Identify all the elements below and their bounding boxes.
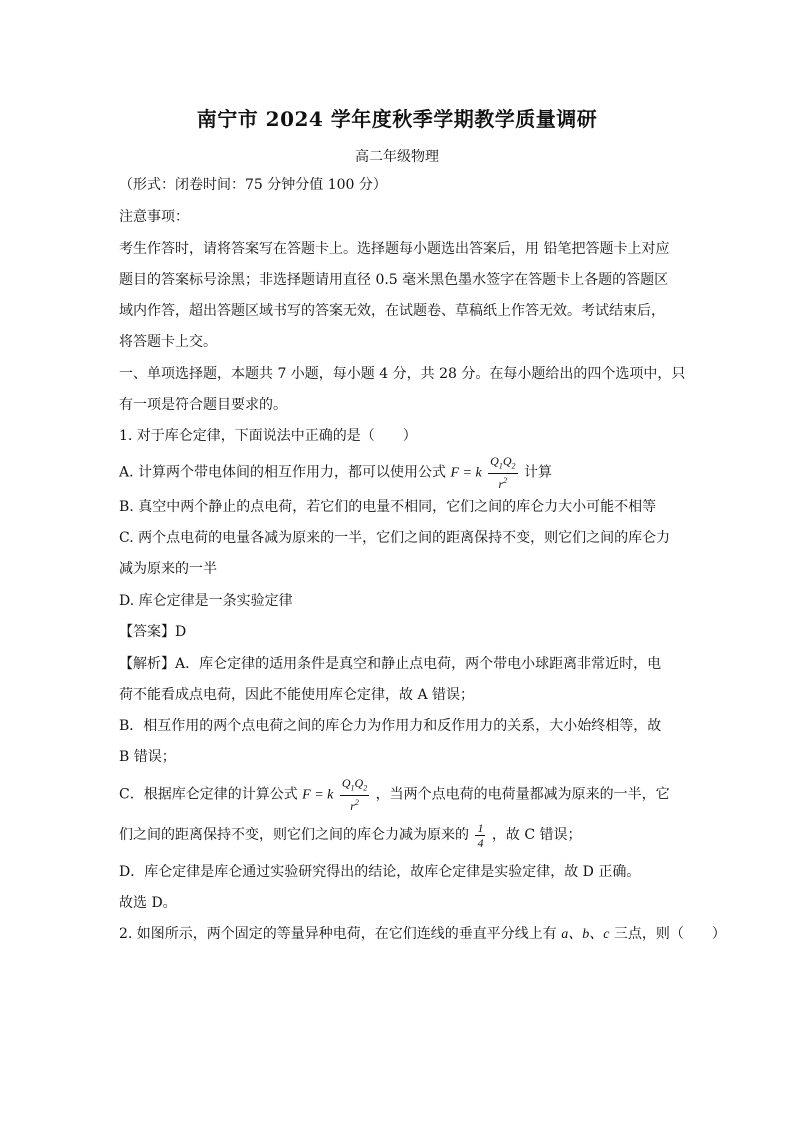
formula-sup2: 2 (503, 476, 508, 486)
formula-q2: Q (502, 454, 512, 468)
analysis-line: 【解析】A．库仑定律的适用条件是真空和静止点电荷，两个带电小球距离非常近时，电 (119, 656, 662, 672)
answer-label: 【答案】D (119, 624, 187, 640)
analysis-tail: ，故 C 错误； (491, 827, 582, 843)
question-1-option-a (119, 454, 679, 491)
quarter-denominator: 4 (477, 835, 484, 850)
notice-line: 将答题卡上交。 (119, 334, 217, 350)
formula-numerator (340, 776, 369, 796)
formula-lhs: F (450, 465, 460, 481)
analysis-line-formula (119, 776, 679, 813)
q2-vars: a、b、c (561, 927, 610, 942)
analysis-line: D．库仑定律是库仑通过实验研究得出的结论，故库仑定律是实验定律，故 D 正确。 (119, 864, 641, 880)
q2-tail: 三点，则（ ） (609, 926, 726, 942)
formula-q1: Q (490, 454, 499, 468)
formula-fraction (488, 454, 517, 491)
formula-lhs: F (302, 787, 311, 803)
analysis-line-quarter (119, 820, 679, 850)
question-1-option-b: B. 真空中两个静止的点电荷，若它们的电量不相同，它们之间的库仑力大小可能不相等 (119, 499, 657, 515)
coulomb-formula (450, 454, 519, 491)
analysis-line: 荷不能看成点电荷，因此不能使用库仑定律，故 A 错误； (119, 687, 475, 703)
formula-r: r (498, 477, 504, 492)
analysis-line: B．相互作用的两个点电荷之间的库仑力为作用力和反作用力的关系，大小始终相等，故 (119, 718, 662, 734)
exam-info: （形式：闭卷时间：75 分钟分值 100 分） (119, 177, 387, 193)
question-1-option-c-cont: 减为原来的一半 (119, 561, 217, 577)
option-a-tail: 计算 (523, 464, 552, 481)
formula-equals-k: = k (310, 787, 334, 803)
question-1-option-c: C. 两个点电荷的电量各减为原来的一半，它们之间的距离保持不变，则它们之间的库仑力 (119, 530, 671, 546)
formula-q1: Q (341, 776, 351, 790)
analysis-text: 们之间的距离保持不变，则它们之间的库仑力减为原来的 (119, 827, 469, 843)
question-1-option-d: D. 库仑定律是一条实验定律 (119, 593, 293, 609)
formula-r: r (350, 799, 355, 814)
formula-fraction (340, 776, 369, 813)
formula-sub2: 2 (363, 783, 368, 793)
analysis-tail: ，当两个点电荷的电荷量都减为原来的一半，它 (375, 786, 670, 803)
notice-heading: 注意事项： (119, 209, 189, 225)
section-heading: 一、单项选择题，本题共 7 小题，每小题 4 分，共 28 分。在每小题给出的四个选项中，只 (119, 366, 686, 382)
question-1-stem: 1. 对于库仑定律，下面说法中正确的是（ ） (119, 428, 417, 444)
analysis-text: C．根据库仑定律的计算公式 (119, 786, 298, 803)
formula-q2: Q (354, 776, 364, 790)
quarter-fraction (475, 821, 485, 850)
formula-numerator (488, 454, 517, 474)
notice-line: 题目的答案标号涂黑；非选择题请用直径 0.5 毫米黑色墨水签字在答题卡上各题的答题区 (119, 272, 669, 288)
formula-equals-k: = k (459, 465, 482, 481)
quarter-numerator: 1 (477, 820, 484, 835)
section-heading: 有一项是符合题目要求的。 (119, 397, 287, 413)
formula-sup2: 2 (354, 798, 359, 808)
formula-denominator (340, 796, 369, 813)
page-title: 南宁市 2024 学年度秋季学期教学质量调研 (196, 107, 598, 131)
coulomb-formula (302, 776, 371, 813)
analysis-line: B 错误； (119, 749, 176, 765)
analysis-conclusion: 故选 D。 (119, 895, 177, 911)
question-2-stem (119, 924, 726, 945)
formula-denominator (488, 474, 517, 491)
option-a-text: A. 计算两个带电体间的相互作用力，都可以使用公式 (119, 464, 447, 481)
formula-sub1: 1 (350, 783, 355, 793)
notice-line: 考生作答时，请将答案写在答题卡上。选择题每小题选出答案后，用 铅笔把答题卡上对应 (119, 241, 670, 257)
q2-text: 2. 如图所示，两个固定的等量异种电荷，在它们连线的垂直平分线上有 (119, 926, 562, 942)
formula-sub1: 1 (498, 461, 503, 471)
formula-sub2: 2 (511, 461, 516, 471)
page-subtitle: 高二年级物理 (355, 149, 439, 165)
notice-line: 域内作答，超出答题区域书写的答案无效，在试题卷、草稿纸上作答无效。考试结束后， (119, 303, 665, 319)
